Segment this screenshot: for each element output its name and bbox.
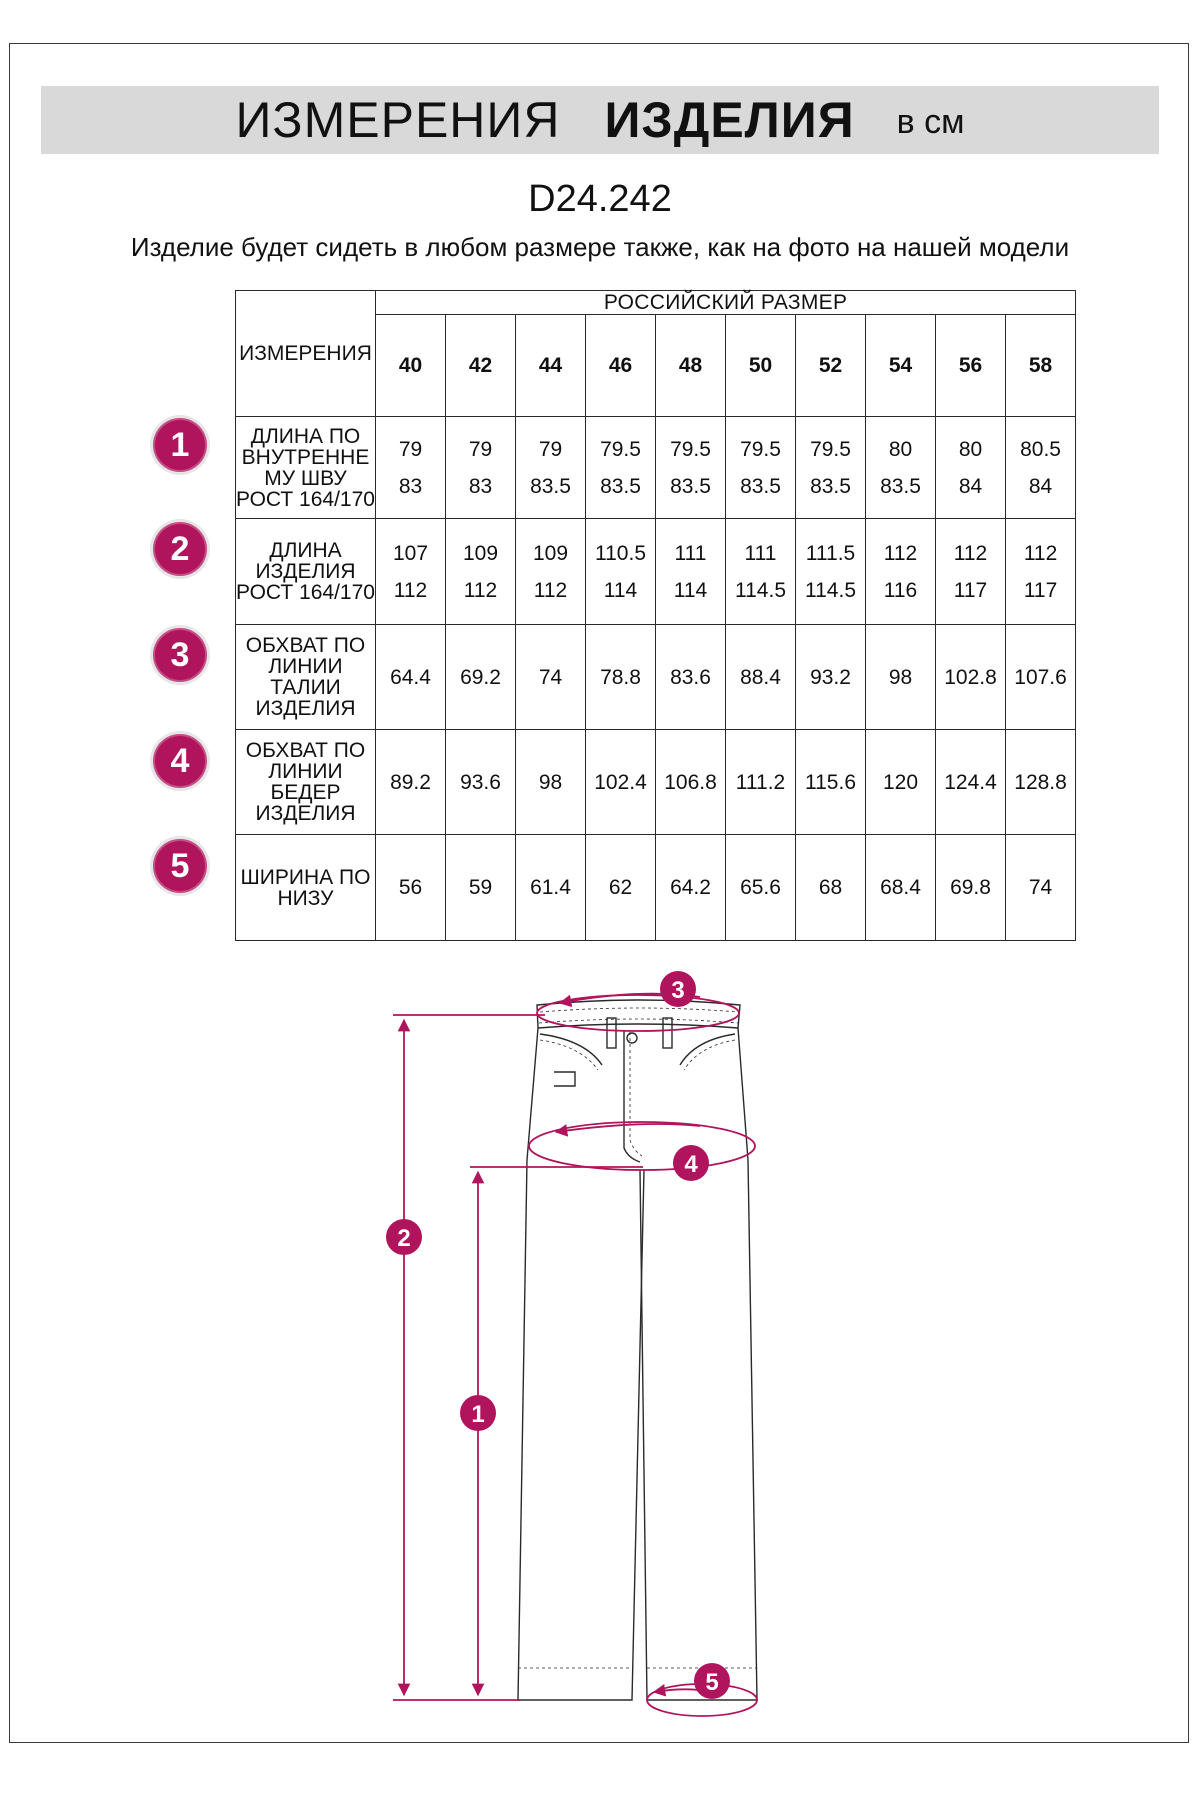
fit-note: Изделие будет сидеть в любом размере также, как на фото на нашей модели — [130, 232, 1070, 262]
value: 88.4 — [740, 665, 781, 689]
value: 83.6 — [670, 665, 711, 689]
row-number-badge: 2 — [153, 522, 207, 576]
value: 117 — [1023, 578, 1058, 602]
size-header: 48 — [656, 315, 726, 417]
value: 59 — [468, 876, 493, 899]
value: 98 — [888, 665, 913, 689]
value: 112 — [953, 541, 988, 565]
value: 112 — [463, 578, 498, 602]
measurement-label-line: ДЛИНА — [269, 539, 342, 562]
russian-size-header: РОССИЙСКИЙ РАЗМЕР — [376, 291, 1076, 315]
value: 80.5 — [1020, 437, 1061, 461]
value: 83.5 — [880, 474, 921, 498]
measurement-label-line: РОСТ 164/170 — [236, 581, 375, 604]
value: 83.5 — [600, 474, 641, 498]
measurement-label-line: ИЗДЕЛИЯ — [255, 697, 356, 720]
trousers-outline — [518, 1000, 757, 1700]
title-unit: в см — [896, 102, 965, 141]
measurements-header: ИЗМЕРЕНИЯ — [236, 291, 376, 417]
diagram-badge-1 — [460, 1395, 496, 1431]
size-header: 52 — [796, 315, 866, 417]
value: 116 — [883, 578, 918, 602]
value: 111 — [674, 541, 707, 565]
value: 107 — [392, 541, 429, 565]
measurement-label-line: ИЗДЕЛИЯ — [255, 802, 356, 825]
value: 64.4 — [390, 665, 431, 689]
value: 80 — [888, 437, 913, 461]
size-header: 44 — [516, 315, 586, 417]
measurement-label-line: ОБХВАТ ПО — [245, 739, 366, 762]
value: 79 — [468, 437, 493, 461]
value: 69.8 — [950, 876, 991, 899]
measurement-label-line: РОСТ 164/170 — [236, 487, 375, 511]
value: 79 — [538, 437, 563, 461]
value: 79.5 — [670, 437, 711, 461]
value: 83.5 — [740, 474, 781, 498]
measurement-label-line: ЛИНИИ — [268, 655, 343, 678]
title-bold: ИЗДЕЛИЯ — [604, 92, 855, 148]
svg-text:3: 3 — [671, 977, 685, 1004]
size-header: 54 — [866, 315, 936, 417]
value: 112 — [1023, 541, 1058, 565]
value: 109 — [462, 541, 499, 565]
measurement-label-line: ВНУТРЕННЕ — [241, 445, 370, 469]
value: 109 — [532, 541, 569, 565]
value: 56 — [398, 876, 423, 899]
value: 79.5 — [740, 437, 781, 461]
measurement-label-line: ОБХВАТ ПО — [245, 634, 366, 657]
value: 80 — [958, 437, 983, 461]
value: 111.2 — [735, 770, 786, 794]
value: 112 — [533, 578, 568, 602]
row-number-badge: 3 — [153, 628, 207, 682]
diagram-badge-3 — [660, 971, 696, 1007]
value: 69.2 — [460, 665, 501, 689]
value: 79.5 — [600, 437, 641, 461]
diagram-badge-4 — [673, 1145, 709, 1181]
size-header: 58 — [1006, 315, 1076, 417]
value: 114.5 — [735, 578, 786, 602]
title-regular: ИЗМЕРЕНИЯ — [235, 92, 561, 148]
diagram-badge-2 — [386, 1219, 422, 1255]
value: 83.5 — [810, 474, 851, 498]
value: 65.6 — [740, 876, 781, 899]
value: 93.2 — [810, 665, 851, 689]
measurement-label-line: ДЛИНА ПО — [250, 424, 361, 448]
value: 114 — [673, 578, 708, 602]
value: 111 — [744, 541, 777, 565]
value: 68.4 — [880, 876, 921, 899]
value: 107.6 — [1014, 665, 1067, 689]
diagram-badge-5 — [694, 1663, 730, 1699]
measurement-label-line: ШИРИНА ПО — [240, 865, 371, 889]
value: 114.5 — [805, 578, 856, 602]
value: 111.5 — [805, 541, 856, 565]
measurement-label-line: МУ ШВУ — [264, 466, 347, 490]
value: 84 — [1028, 474, 1053, 498]
value: 78.8 — [600, 665, 641, 689]
size-header: 50 — [726, 315, 796, 417]
value: 102.4 — [594, 770, 647, 794]
measurement-lines — [393, 994, 757, 1716]
value: 115.6 — [805, 770, 856, 794]
svg-text:1: 1 — [471, 1401, 485, 1428]
value: 74 — [538, 665, 563, 689]
value: 89.2 — [390, 770, 431, 794]
value: 68 — [818, 876, 843, 899]
value: 93.6 — [460, 770, 501, 794]
value: 102.8 — [944, 665, 997, 689]
value: 83.5 — [670, 474, 711, 498]
value: 98 — [538, 770, 563, 794]
value: 61.4 — [530, 876, 571, 899]
value: 74 — [1028, 876, 1053, 899]
size-header: 46 — [586, 315, 656, 417]
svg-text:5: 5 — [705, 1669, 719, 1696]
measurement-label-line: НИЗУ — [277, 886, 334, 910]
value: 128.8 — [1014, 770, 1067, 794]
size-header: 42 — [446, 315, 516, 417]
value: 112 — [883, 541, 918, 565]
svg-text:4: 4 — [684, 1151, 698, 1178]
value: 117 — [953, 578, 988, 602]
value: 106.8 — [664, 770, 717, 794]
value: 83.5 — [530, 474, 571, 498]
svg-text:2: 2 — [397, 1225, 411, 1252]
value: 110.5 — [595, 541, 646, 565]
measurement-label-line: БЕДЕР — [270, 781, 341, 804]
row-number-badge: 5 — [153, 839, 207, 893]
size-header: 40 — [376, 315, 446, 417]
value: 83 — [398, 474, 423, 498]
measurement-label-line: ЛИНИИ — [268, 760, 343, 783]
measurement-label-line: ИЗДЕЛИЯ — [255, 560, 356, 583]
value: 114 — [603, 578, 638, 602]
measurement-label-line: ТАЛИИ — [270, 676, 341, 699]
value: 79 — [398, 437, 423, 461]
value: 120 — [882, 770, 919, 794]
value: 112 — [393, 578, 428, 602]
article-number: D24.242 — [528, 178, 672, 220]
value: 62 — [608, 876, 633, 899]
row-number-badge: 4 — [153, 734, 207, 788]
value: 83 — [468, 474, 493, 498]
row-number-badge: 1 — [153, 418, 207, 472]
value: 79.5 — [810, 437, 851, 461]
value: 84 — [958, 474, 983, 498]
value: 64.2 — [670, 876, 711, 899]
size-header: 56 — [936, 315, 1006, 417]
value: 124.4 — [944, 770, 997, 794]
